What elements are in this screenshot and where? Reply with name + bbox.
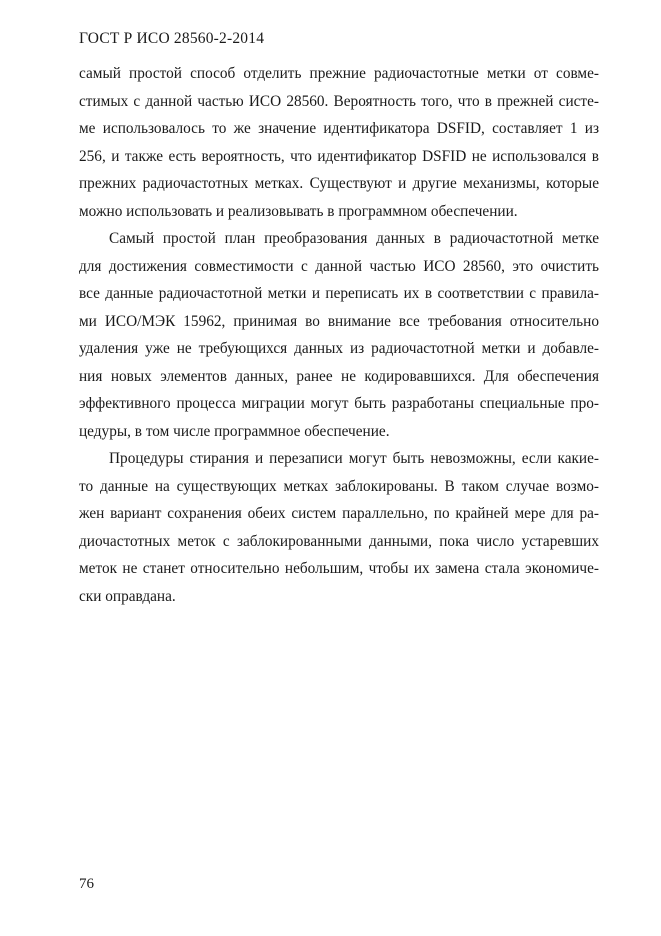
- paragraph-3-line: жен вариант сохранения обеих систем параллельно, по крайней мере для ра-: [79, 505, 599, 522]
- paragraph-2-line: Самый простой план преобразования данных в радиочастотной метке: [109, 230, 599, 247]
- paragraph-2-line: все данные радиочастотной метки и переписать их в соответствии с правила-: [79, 285, 599, 302]
- paragraph-2-line: цедуры, в том числе программное обеспечение.: [79, 422, 390, 440]
- paragraph-3-line: Процедуры стирания и перезаписи могут быть невозможны, если какие-: [109, 450, 599, 467]
- paragraph-3-line: меток не станет относительно небольшим, чтобы их замена стала экономиче-: [79, 560, 599, 577]
- paragraph-3-line: ски оправдана.: [79, 587, 176, 605]
- paragraph-1-line: 256, и также есть вероятность, что идентификатор DSFID не использовался в: [79, 147, 599, 165]
- paragraph-1-line: ме использовалось то же значение идентификатора DSFID, составляет 1 из: [79, 120, 599, 137]
- document-header: ГОСТ Р ИСО 28560-2-2014: [79, 30, 265, 47]
- paragraph-2-line: удаления уже не требующихся данных из радиочастотной метки и добавле-: [79, 340, 599, 357]
- paragraph-1-line: самый простой способ отделить прежние радиочастотные метки от совме-: [79, 65, 599, 82]
- page-number: 76: [79, 876, 94, 892]
- paragraph-2-line: ми ИСО/МЭК 15962, принимая во внимание все требования относительно: [79, 312, 599, 330]
- paragraph-2-line: эффективного процесса миграции могут быть разработаны специальные про-: [79, 395, 599, 412]
- paragraph-1-line: можно использовать и реализовывать в программном обеспечении.: [79, 202, 518, 220]
- body-text: [79, 60, 599, 610]
- paragraph-1-line: стимых с данной частью ИСО 28560. Вероятность того, что в прежней систе-: [79, 92, 599, 110]
- paragraph-3-line: то данные на существующих метках заблокированы. В таком случае возмо-: [79, 477, 599, 495]
- paragraph-2-line: ния новых элементов данных, ранее не кодировавшихся. Для обеспечения: [79, 367, 599, 385]
- paragraph-2-line: для достижения совместимости с данной частью ИСО 28560, это очистить: [79, 257, 599, 275]
- paragraph-3-line: диочастотных меток с заблокированными данными, пока число устаревших: [79, 532, 599, 550]
- paragraph-1-line: прежних радиочастотных метках. Существуют и другие механизмы, которые: [79, 175, 599, 192]
